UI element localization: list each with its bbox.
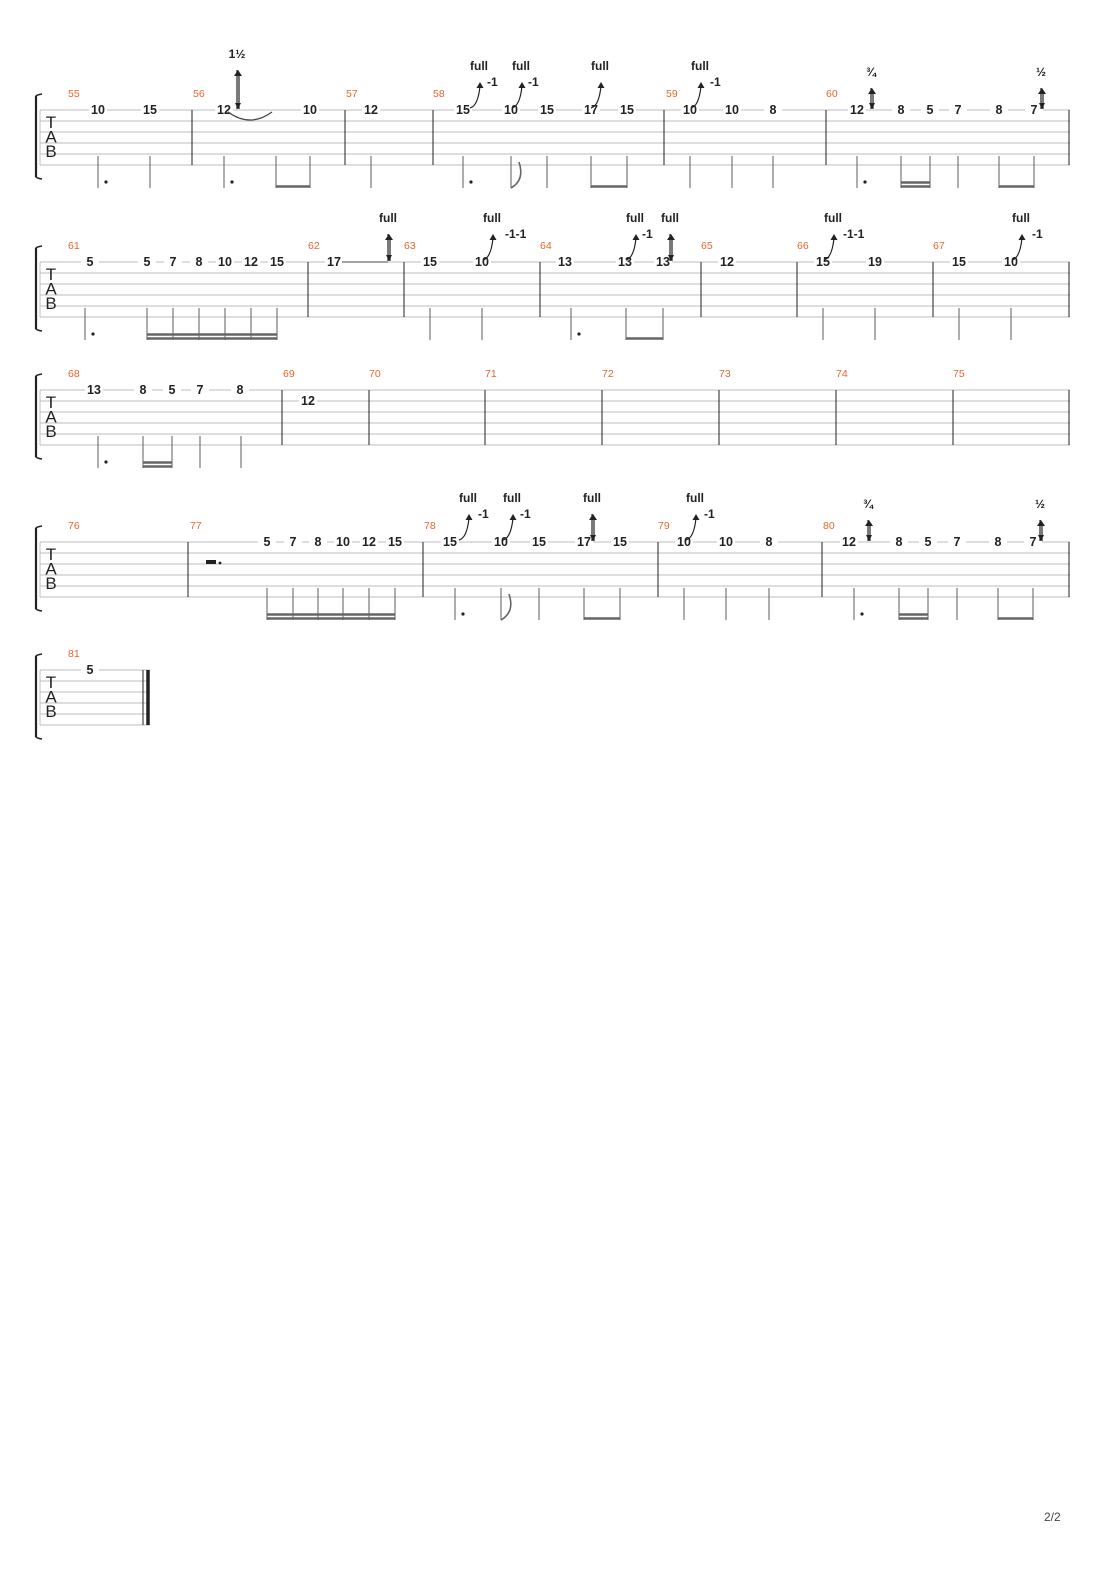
bracket-top-hook — [36, 526, 42, 528]
tab-clef-letter: B — [45, 574, 57, 593]
fret-number: 8 — [765, 535, 773, 549]
rest-dot — [219, 562, 222, 565]
bend-amount-label: full — [379, 211, 397, 225]
fret-number: 10 — [725, 103, 739, 117]
bend-arrow-head — [693, 514, 700, 520]
bend-arrow-head — [477, 82, 484, 88]
fret-number: 8 — [995, 103, 1003, 117]
bend-release-label: -1 — [478, 507, 489, 521]
bend-curve — [459, 518, 469, 540]
release-arrow-head — [869, 103, 875, 109]
tab-clef-letter: A — [45, 279, 57, 299]
fret-number: 8 — [236, 383, 244, 397]
fret-number: 15 — [143, 103, 157, 117]
fret-number: 10 — [719, 535, 733, 549]
bar-number: 60 — [826, 88, 838, 100]
tab-system-5 — [36, 648, 150, 739]
dotted-rhythm-dot — [230, 180, 233, 183]
tie-arc — [228, 112, 272, 120]
bend-release-label: -1 — [642, 227, 653, 241]
bracket-top-hook — [36, 246, 42, 248]
tab-clef-letter: B — [45, 142, 57, 161]
bend-arrow-head — [519, 82, 526, 88]
bend-arrow-head — [466, 514, 473, 520]
bend-arrow-head — [1019, 234, 1026, 240]
fret-number: 12 — [362, 535, 376, 549]
bar-number: 69 — [283, 368, 295, 380]
fret-number: 12 — [364, 103, 378, 117]
bend-arrow-head — [598, 82, 605, 88]
fret-number: 12 — [301, 394, 315, 408]
bar-number: 64 — [540, 240, 552, 252]
fret-number: 15 — [456, 103, 470, 117]
bar-number: 74 — [836, 368, 848, 380]
fret-number: 8 — [897, 103, 905, 117]
dotted-rhythm-dot — [91, 332, 94, 335]
tab-system-1 — [36, 47, 1070, 188]
bend-arrow-head — [510, 514, 517, 520]
bar-number: 57 — [346, 88, 358, 100]
fret-number: 8 — [314, 535, 322, 549]
tab-clef-letter: B — [45, 702, 57, 721]
fret-number: 5 — [168, 383, 176, 397]
fret-number: 15 — [443, 535, 457, 549]
bend-arrow-head — [1038, 88, 1046, 94]
bend-arrow-head — [589, 514, 597, 520]
bend-amount-label: full — [583, 491, 601, 505]
fret-number: 7 — [954, 103, 962, 117]
fret-number: 5 — [926, 103, 934, 117]
bracket-bottom-hook — [36, 177, 42, 179]
fret-number: 10 — [91, 103, 105, 117]
bend-release-label: -1 — [704, 507, 715, 521]
dotted-rhythm-dot — [104, 180, 107, 183]
bend-curve — [470, 86, 480, 108]
fret-number: 8 — [769, 103, 777, 117]
bracket-top-hook — [36, 374, 42, 376]
bend-amount-label: full — [626, 211, 644, 225]
fret-number: 12 — [720, 255, 734, 269]
fret-number: 15 — [952, 255, 966, 269]
tab-clef-letter: T — [45, 673, 57, 692]
bend-arrow-head — [831, 234, 838, 240]
bend-arrow-head — [633, 234, 640, 240]
tab-clef-letter: A — [45, 687, 57, 707]
bend-amount-label: full — [686, 491, 704, 505]
fret-number: 12 — [217, 103, 231, 117]
bar-number: 63 — [404, 240, 416, 252]
bar-number: 76 — [68, 520, 80, 532]
bend-amount-label: full — [503, 491, 521, 505]
bend-amount-label: full — [512, 59, 530, 73]
tab-clef-letter: A — [45, 127, 57, 147]
fret-number: 15 — [613, 535, 627, 549]
half-rest — [206, 560, 216, 564]
release-arrow-head — [386, 255, 392, 261]
tab-clef-letter: T — [45, 265, 57, 284]
fret-number: 10 — [336, 535, 350, 549]
fret-number: 15 — [423, 255, 437, 269]
bracket-bottom-hook — [36, 609, 42, 611]
fret-number: 8 — [994, 535, 1002, 549]
bar-number: 65 — [701, 240, 713, 252]
bend-amount-label: ¾ — [862, 497, 874, 511]
fret-number: 10 — [475, 255, 489, 269]
fret-number: 10 — [683, 103, 697, 117]
fret-number: 17 — [327, 255, 341, 269]
bar-number: 67 — [933, 240, 945, 252]
bar-number: 58 — [433, 88, 445, 100]
fret-number: 15 — [388, 535, 402, 549]
bend-release-label: -1 — [487, 75, 498, 89]
bar-number: 79 — [658, 520, 670, 532]
dotted-rhythm-dot — [577, 332, 580, 335]
fret-number: 15 — [620, 103, 634, 117]
fret-number: 10 — [504, 103, 518, 117]
bar-number: 73 — [719, 368, 731, 380]
bend-amount-label: full — [470, 59, 488, 73]
tab-system-2 — [36, 211, 1070, 340]
tab-clef-letter: A — [45, 559, 57, 579]
fret-number: 7 — [196, 383, 204, 397]
fret-number: 12 — [842, 535, 856, 549]
tab-clef-letter: T — [45, 113, 57, 132]
bar-number: 61 — [68, 240, 80, 252]
bend-amount-label: ½ — [1035, 65, 1047, 79]
fret-number: 13 — [87, 383, 101, 397]
fret-number: 5 — [86, 663, 94, 677]
bar-number: 62 — [308, 240, 320, 252]
fret-number: 15 — [532, 535, 546, 549]
tab-clef-letter: T — [45, 545, 57, 564]
bend-arrow-head — [234, 70, 242, 76]
bracket-top-hook — [36, 94, 42, 96]
bend-amount-label: full — [691, 59, 709, 73]
tab-clef-letter: B — [45, 294, 57, 313]
bracket-top-hook — [36, 654, 42, 656]
fret-number: 15 — [540, 103, 554, 117]
fret-number: 17 — [584, 103, 598, 117]
fret-number: 12 — [850, 103, 864, 117]
bend-release-label: -1 — [710, 75, 721, 89]
bend-amount-label: ½ — [1034, 497, 1046, 511]
tab-clef-letter: B — [45, 422, 57, 441]
bend-amount-label: full — [459, 491, 477, 505]
bracket-bottom-hook — [36, 329, 42, 331]
tab-clef-letter: A — [45, 407, 57, 427]
bend-amount-label: full — [824, 211, 842, 225]
fret-number: 7 — [289, 535, 297, 549]
bend-release-label: -1 — [520, 507, 531, 521]
bend-amount-label: full — [591, 59, 609, 73]
bar-number: 68 — [68, 368, 80, 380]
bar-number: 75 — [953, 368, 965, 380]
fret-number: 13 — [656, 255, 670, 269]
fret-number: 5 — [924, 535, 932, 549]
bend-amount-label: full — [1012, 211, 1030, 225]
bend-arrow-head — [1037, 520, 1045, 526]
bar-number: 59 — [666, 88, 678, 100]
bar-number: 80 — [823, 520, 835, 532]
fret-number: 19 — [868, 255, 882, 269]
bend-arrow-head — [385, 234, 393, 240]
fret-number: 17 — [577, 535, 591, 549]
bar-number: 77 — [190, 520, 202, 532]
dotted-rhythm-dot — [863, 180, 866, 183]
bar-number: 71 — [485, 368, 497, 380]
bend-arrow-head — [865, 520, 873, 526]
bend-arrow-head — [667, 234, 675, 240]
fret-number: 5 — [263, 535, 271, 549]
fret-number: 7 — [953, 535, 961, 549]
bar-number: 66 — [797, 240, 809, 252]
dotted-rhythm-dot — [461, 612, 464, 615]
fret-number: 7 — [1030, 103, 1038, 117]
bend-amount-label: 1½ — [228, 47, 246, 61]
fret-number: 10 — [494, 535, 508, 549]
fret-number: 13 — [558, 255, 572, 269]
fret-number: 15 — [816, 255, 830, 269]
tab-system-4 — [36, 491, 1070, 620]
bend-amount-label: full — [483, 211, 501, 225]
fret-number: 12 — [244, 255, 258, 269]
fret-number: 10 — [218, 255, 232, 269]
fret-number: 10 — [1004, 255, 1018, 269]
fret-number: 13 — [618, 255, 632, 269]
bend-arrow-head — [698, 82, 705, 88]
fret-number: 8 — [195, 255, 203, 269]
release-arrow-head — [235, 103, 241, 109]
fret-number: 8 — [895, 535, 903, 549]
fret-number: 5 — [143, 255, 151, 269]
tab-clef-letter: T — [45, 393, 57, 412]
bend-release-label: -1-1 — [505, 227, 527, 241]
dotted-rhythm-dot — [104, 460, 107, 463]
bar-number: 70 — [369, 368, 381, 380]
fret-number: 15 — [270, 255, 284, 269]
dotted-rhythm-dot — [860, 612, 863, 615]
bend-arrow-head — [868, 88, 876, 94]
bracket-bottom-hook — [36, 457, 42, 459]
bar-number: 78 — [424, 520, 436, 532]
bend-amount-label: ¾ — [865, 65, 877, 79]
release-arrow-head — [866, 535, 872, 541]
fret-number: 10 — [303, 103, 317, 117]
bend-arrow-head — [490, 234, 497, 240]
page-number: 2/2 — [1044, 1510, 1061, 1524]
bar-number: 81 — [68, 648, 80, 660]
eighth-flag — [511, 162, 521, 188]
fret-number: 7 — [169, 255, 177, 269]
fret-number: 7 — [1029, 535, 1037, 549]
bend-release-label: -1 — [528, 75, 539, 89]
bend-release-label: -1 — [1032, 227, 1043, 241]
fret-number: 8 — [139, 383, 147, 397]
dotted-rhythm-dot — [469, 180, 472, 183]
bar-number: 55 — [68, 88, 80, 100]
eighth-flag — [501, 594, 511, 620]
bar-number: 56 — [193, 88, 205, 100]
fret-number: 10 — [677, 535, 691, 549]
bend-amount-label: full — [661, 211, 679, 225]
tab-system-3 — [36, 368, 1070, 468]
fret-number: 5 — [86, 255, 94, 269]
bracket-bottom-hook — [36, 737, 42, 739]
bend-release-label: -1-1 — [843, 227, 865, 241]
bar-number: 72 — [602, 368, 614, 380]
